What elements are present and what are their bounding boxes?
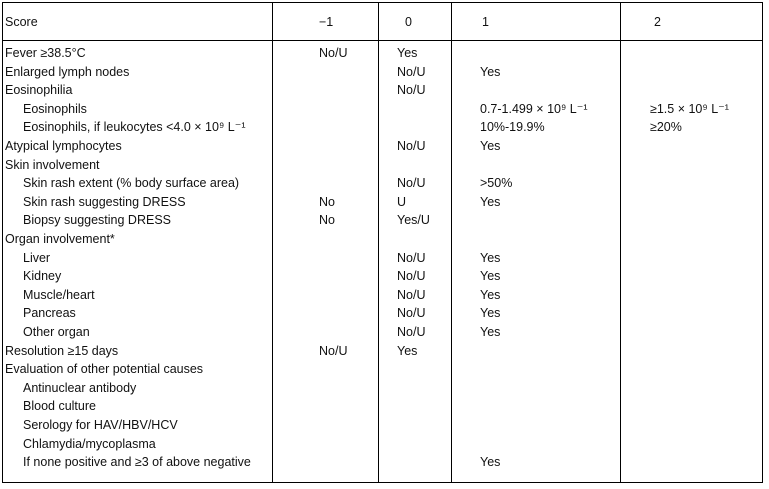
score-table — [2, 2, 763, 483]
row-label: Skin involvement — [5, 157, 100, 172]
cell-zero: Yes — [397, 343, 418, 358]
table-row — [3, 137, 762, 156]
cell-zero: No/U — [397, 176, 426, 191]
table-row — [3, 63, 762, 82]
header-two: 2 — [654, 15, 661, 29]
cell-zero: Yes — [397, 46, 418, 60]
cell-one: Yes — [480, 139, 501, 153]
row-label: Eosinophilia — [5, 83, 73, 98]
row-label: Chlamydia/mycoplasma — [23, 436, 156, 451]
table-row — [3, 81, 762, 100]
row-label: Kidney — [23, 269, 62, 284]
row-label: Eosinophils, if leukocytes <4.0 × 10⁹ L⁻¹ — [23, 120, 246, 135]
cell-zero: No/U — [397, 269, 426, 284]
row-label: Organ involvement* — [5, 232, 115, 246]
table-row — [3, 193, 762, 212]
header-minus-one: −1 — [319, 15, 334, 29]
cell-zero: U — [397, 194, 407, 209]
cell-one: Yes — [480, 250, 501, 265]
table-row — [3, 100, 762, 119]
table-row — [3, 174, 762, 193]
table-row — [3, 211, 762, 230]
row-label: Antinuclear antibody — [23, 380, 137, 395]
table-row — [3, 267, 762, 286]
table-row — [3, 304, 762, 323]
header-score: Score — [5, 15, 38, 29]
cell-minus-one: No — [319, 194, 335, 209]
header-zero: 0 — [405, 15, 412, 29]
cell-minus-one: No/U — [319, 343, 348, 358]
table-row — [3, 342, 762, 361]
cell-one: Yes — [480, 455, 501, 470]
cell-zero: No/U — [397, 64, 426, 79]
cell-zero: No/U — [397, 287, 426, 302]
row-label: Liver — [23, 250, 51, 265]
table-row — [3, 156, 762, 175]
table-row — [3, 118, 762, 137]
row-label: Serology for HAV/HBV/HCV — [23, 418, 178, 432]
cell-zero: No/U — [397, 83, 426, 98]
cell-two: ≥1.5 × 10⁹ L⁻¹ — [650, 101, 729, 116]
table-row — [3, 44, 762, 63]
table-row — [3, 249, 762, 268]
row-label: Resolution ≥15 days — [5, 343, 119, 358]
cell-one: 0.7-1.499 × 10⁹ L⁻¹ — [480, 101, 588, 116]
table-row — [3, 435, 762, 454]
cell-one: Yes — [480, 269, 501, 284]
cell-zero: No/U — [397, 306, 426, 321]
row-label: Pancreas — [23, 306, 76, 321]
cell-one: Yes — [480, 287, 501, 302]
cell-one: Yes — [480, 194, 501, 209]
row-label: Fever ≥38.5°C — [5, 46, 86, 60]
row-label: Muscle/heart — [23, 287, 95, 302]
row-label: Skin rash extent (% body surface area) — [23, 176, 240, 191]
cell-zero: Yes/U — [397, 213, 430, 228]
cell-one: >50% — [480, 176, 513, 191]
header-one: 1 — [482, 15, 489, 29]
row-label: Skin rash suggesting DRESS — [23, 194, 186, 209]
cell-one: Yes — [480, 64, 501, 79]
table-header — [3, 3, 762, 41]
row-label: Atypical lymphocytes — [5, 139, 122, 153]
table-row — [3, 323, 762, 342]
cell-one: Yes — [480, 325, 501, 339]
cell-zero: No/U — [397, 139, 426, 153]
table-row — [3, 397, 762, 416]
table-row — [3, 379, 762, 398]
table-row — [3, 286, 762, 305]
cell-one: Yes — [480, 306, 501, 321]
row-label: Enlarged lymph nodes — [5, 64, 130, 79]
cell-zero: No/U — [397, 250, 426, 265]
table-row — [3, 360, 762, 379]
cell-minus-one: No — [319, 213, 335, 228]
table-row — [3, 416, 762, 435]
table-row — [3, 230, 762, 249]
row-label: Other organ — [23, 325, 90, 339]
row-label: If none positive and ≥3 of above negative — [23, 455, 251, 470]
table-row — [3, 453, 762, 472]
cell-one: 10%-19.9% — [480, 120, 545, 135]
row-label: Evaluation of other potential causes — [5, 362, 204, 377]
cell-minus-one: No/U — [319, 46, 348, 60]
cell-two: ≥20% — [650, 120, 682, 135]
row-label: Biopsy suggesting DRESS — [23, 213, 171, 228]
cell-zero: No/U — [397, 325, 426, 339]
row-label: Blood culture — [23, 399, 96, 414]
row-label: Eosinophils — [23, 101, 87, 116]
